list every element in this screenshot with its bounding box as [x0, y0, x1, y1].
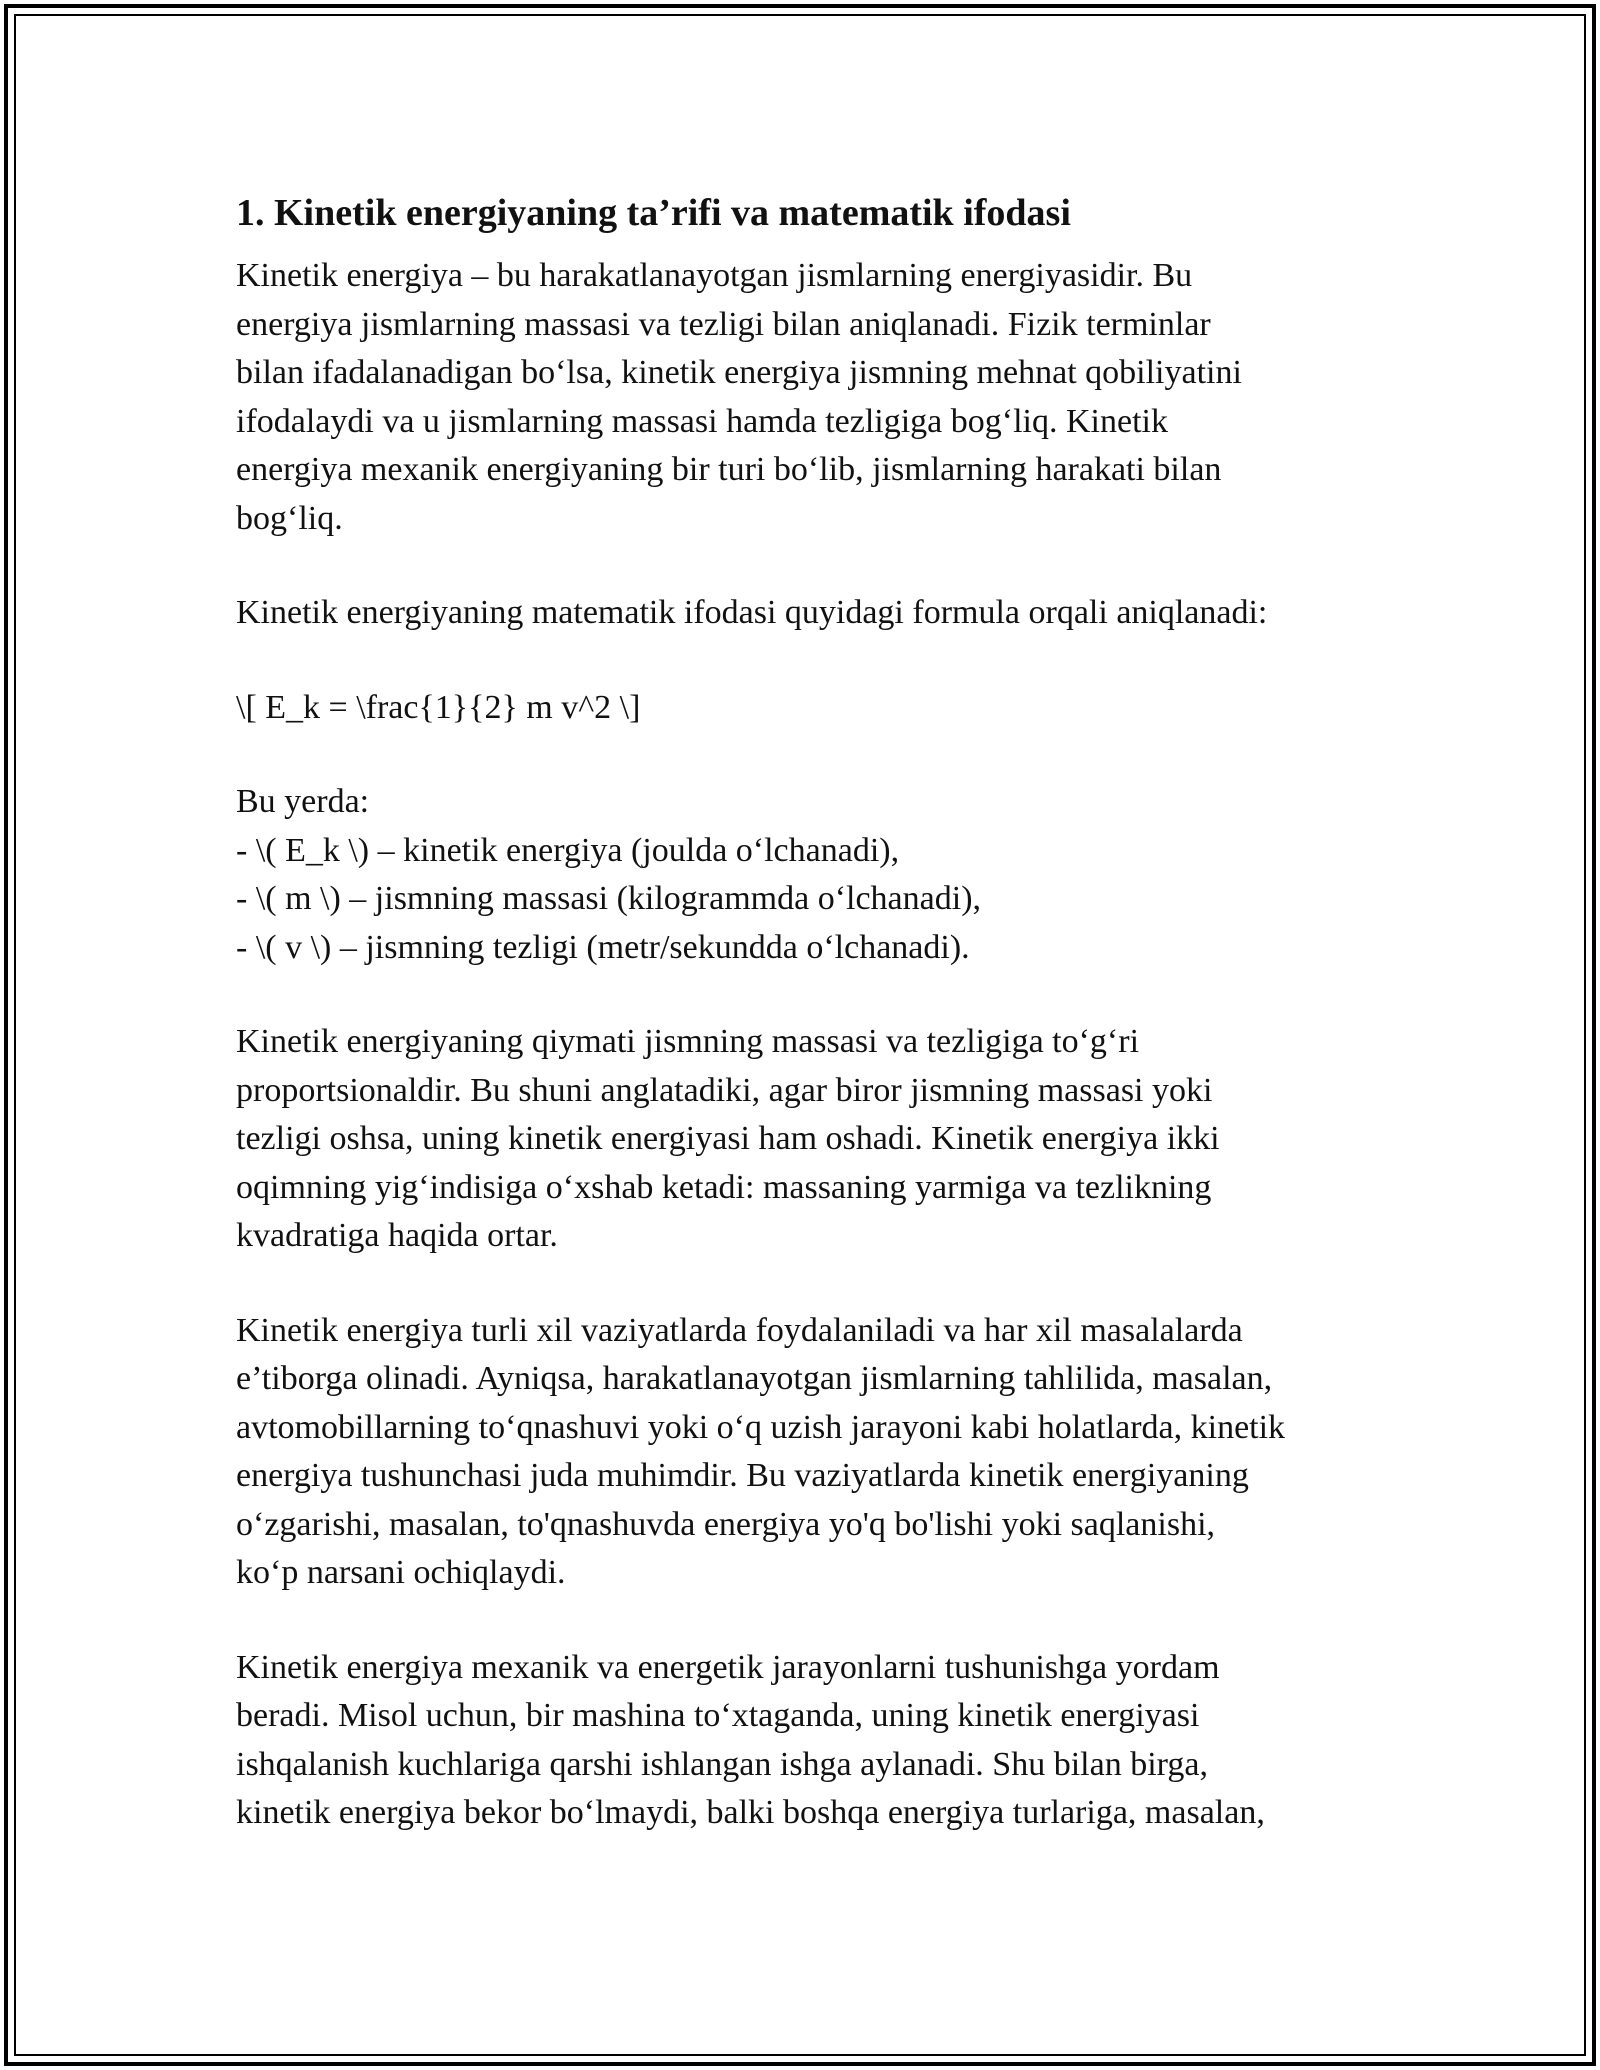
paragraph-processes: [236, 1644, 1376, 1838]
document-body: [236, 188, 1376, 1884]
text-line: kvadratiga haqida ortar.: [236, 1217, 558, 1254]
formula-block: [236, 684, 1376, 733]
text-line: bilan ifadalanadigan bo‘lsa, kinetik energiya jismning mehnat qobiliyatini: [236, 354, 1242, 391]
definition-item: - \( m \) – jismning massasi (kilogrammda o‘lchanadi),: [236, 880, 982, 917]
text-line: ko‘p narsani ochiqlaydi.: [236, 1554, 566, 1591]
text-line: beradi. Misol uchun, bir mashina to‘xtaganda, uning kinetik energiyasi: [236, 1697, 1200, 1734]
text-line: energiya tushunchasi juda muhimdir. Bu vaziyatlarda kinetik energiyaning: [236, 1457, 1249, 1494]
text-line: ishqalanish kuchlariga qarshi ishlangan ishga aylanadi. Shu bilan birga,: [236, 1745, 1208, 1783]
paragraph-formula-intro: [236, 589, 1376, 638]
text-line: proportsionaldir. Bu shuni anglatadiki, agar biror jismning massasi yoki: [236, 1071, 1213, 1109]
text-line: ifodalaydi va u jismlarning massasi hamda tezligiga bog‘liq. Kinetik: [236, 402, 1168, 440]
text-line: energiya jismlarning massasi va tezligi bilan aniqlanadi. Fizik terminlar: [236, 305, 1211, 343]
text-line: oqimning yig‘indisiga o‘xshab ketadi: massaning yarmiga va tezlikning: [236, 1168, 1212, 1206]
text-line: Kinetik energiyaning matematik ifodasi quyidagi formula orqali aniqlanadi:: [236, 594, 1268, 631]
section-heading: 1. Kinetik energiyaning ta’rifi va matematik ifodasi: [236, 192, 1071, 234]
text-line: Kinetik energiya – bu harakatlanayotgan jismlarning energiyasidir. Bu: [236, 257, 1193, 294]
text-line: o‘zgarishi, masalan, to'qnashuvda energiya yo'q bo'lishi yoki saqlanishi,: [236, 1505, 1216, 1543]
paragraph-definition: [236, 252, 1376, 543]
text-line: avtomobillarning to‘qnashuvi yoki o‘q uzish jarayoni kabi holatlarda, kinetik: [236, 1408, 1286, 1446]
formula-line: \[ E_k = \frac{1}{2} m v^2 \]: [236, 688, 641, 726]
definitions-list: [236, 778, 1376, 972]
paragraph-applications: [236, 1307, 1376, 1598]
text-line: e’tiborga olinadi. Ayniqsa, harakatlanayotgan jismlarning tahlilida, masalan,: [236, 1360, 1273, 1397]
text-line: tezligi oshsa, uning kinetik energiyasi ham oshadi. Kinetik energiya ikki: [236, 1120, 1220, 1157]
text-line: Kinetik energiya mexanik va energetik jarayonlarni tushunishga yordam: [236, 1648, 1220, 1686]
definition-item: - \( E_k \) – kinetik energiya (joulda o‘lchanadi),: [236, 831, 900, 869]
paragraph-proportionality: [236, 1018, 1376, 1261]
text-line: bog‘liq.: [236, 499, 343, 537]
text-line: energiya mexanik energiyaning bir turi bo‘lib, jismlarning harakati bilan: [236, 451, 1222, 488]
text-line: Kinetik energiya turli xil vaziyatlarda foydalaniladi va har xil masalalarda: [236, 1311, 1243, 1349]
definition-item: - \( v \) – jismning tezligi (metr/sekundda o‘lchanadi).: [236, 928, 970, 966]
definitions-title: Bu yerda:: [236, 783, 370, 820]
text-line: kinetik energiya bekor bo‘lmaydi, balki boshqa energiya turlariga, masalan,: [236, 1794, 1265, 1831]
text-line: Kinetik energiyaning qiymati jismning massasi va tezligiga to‘g‘ri: [236, 1023, 1140, 1060]
